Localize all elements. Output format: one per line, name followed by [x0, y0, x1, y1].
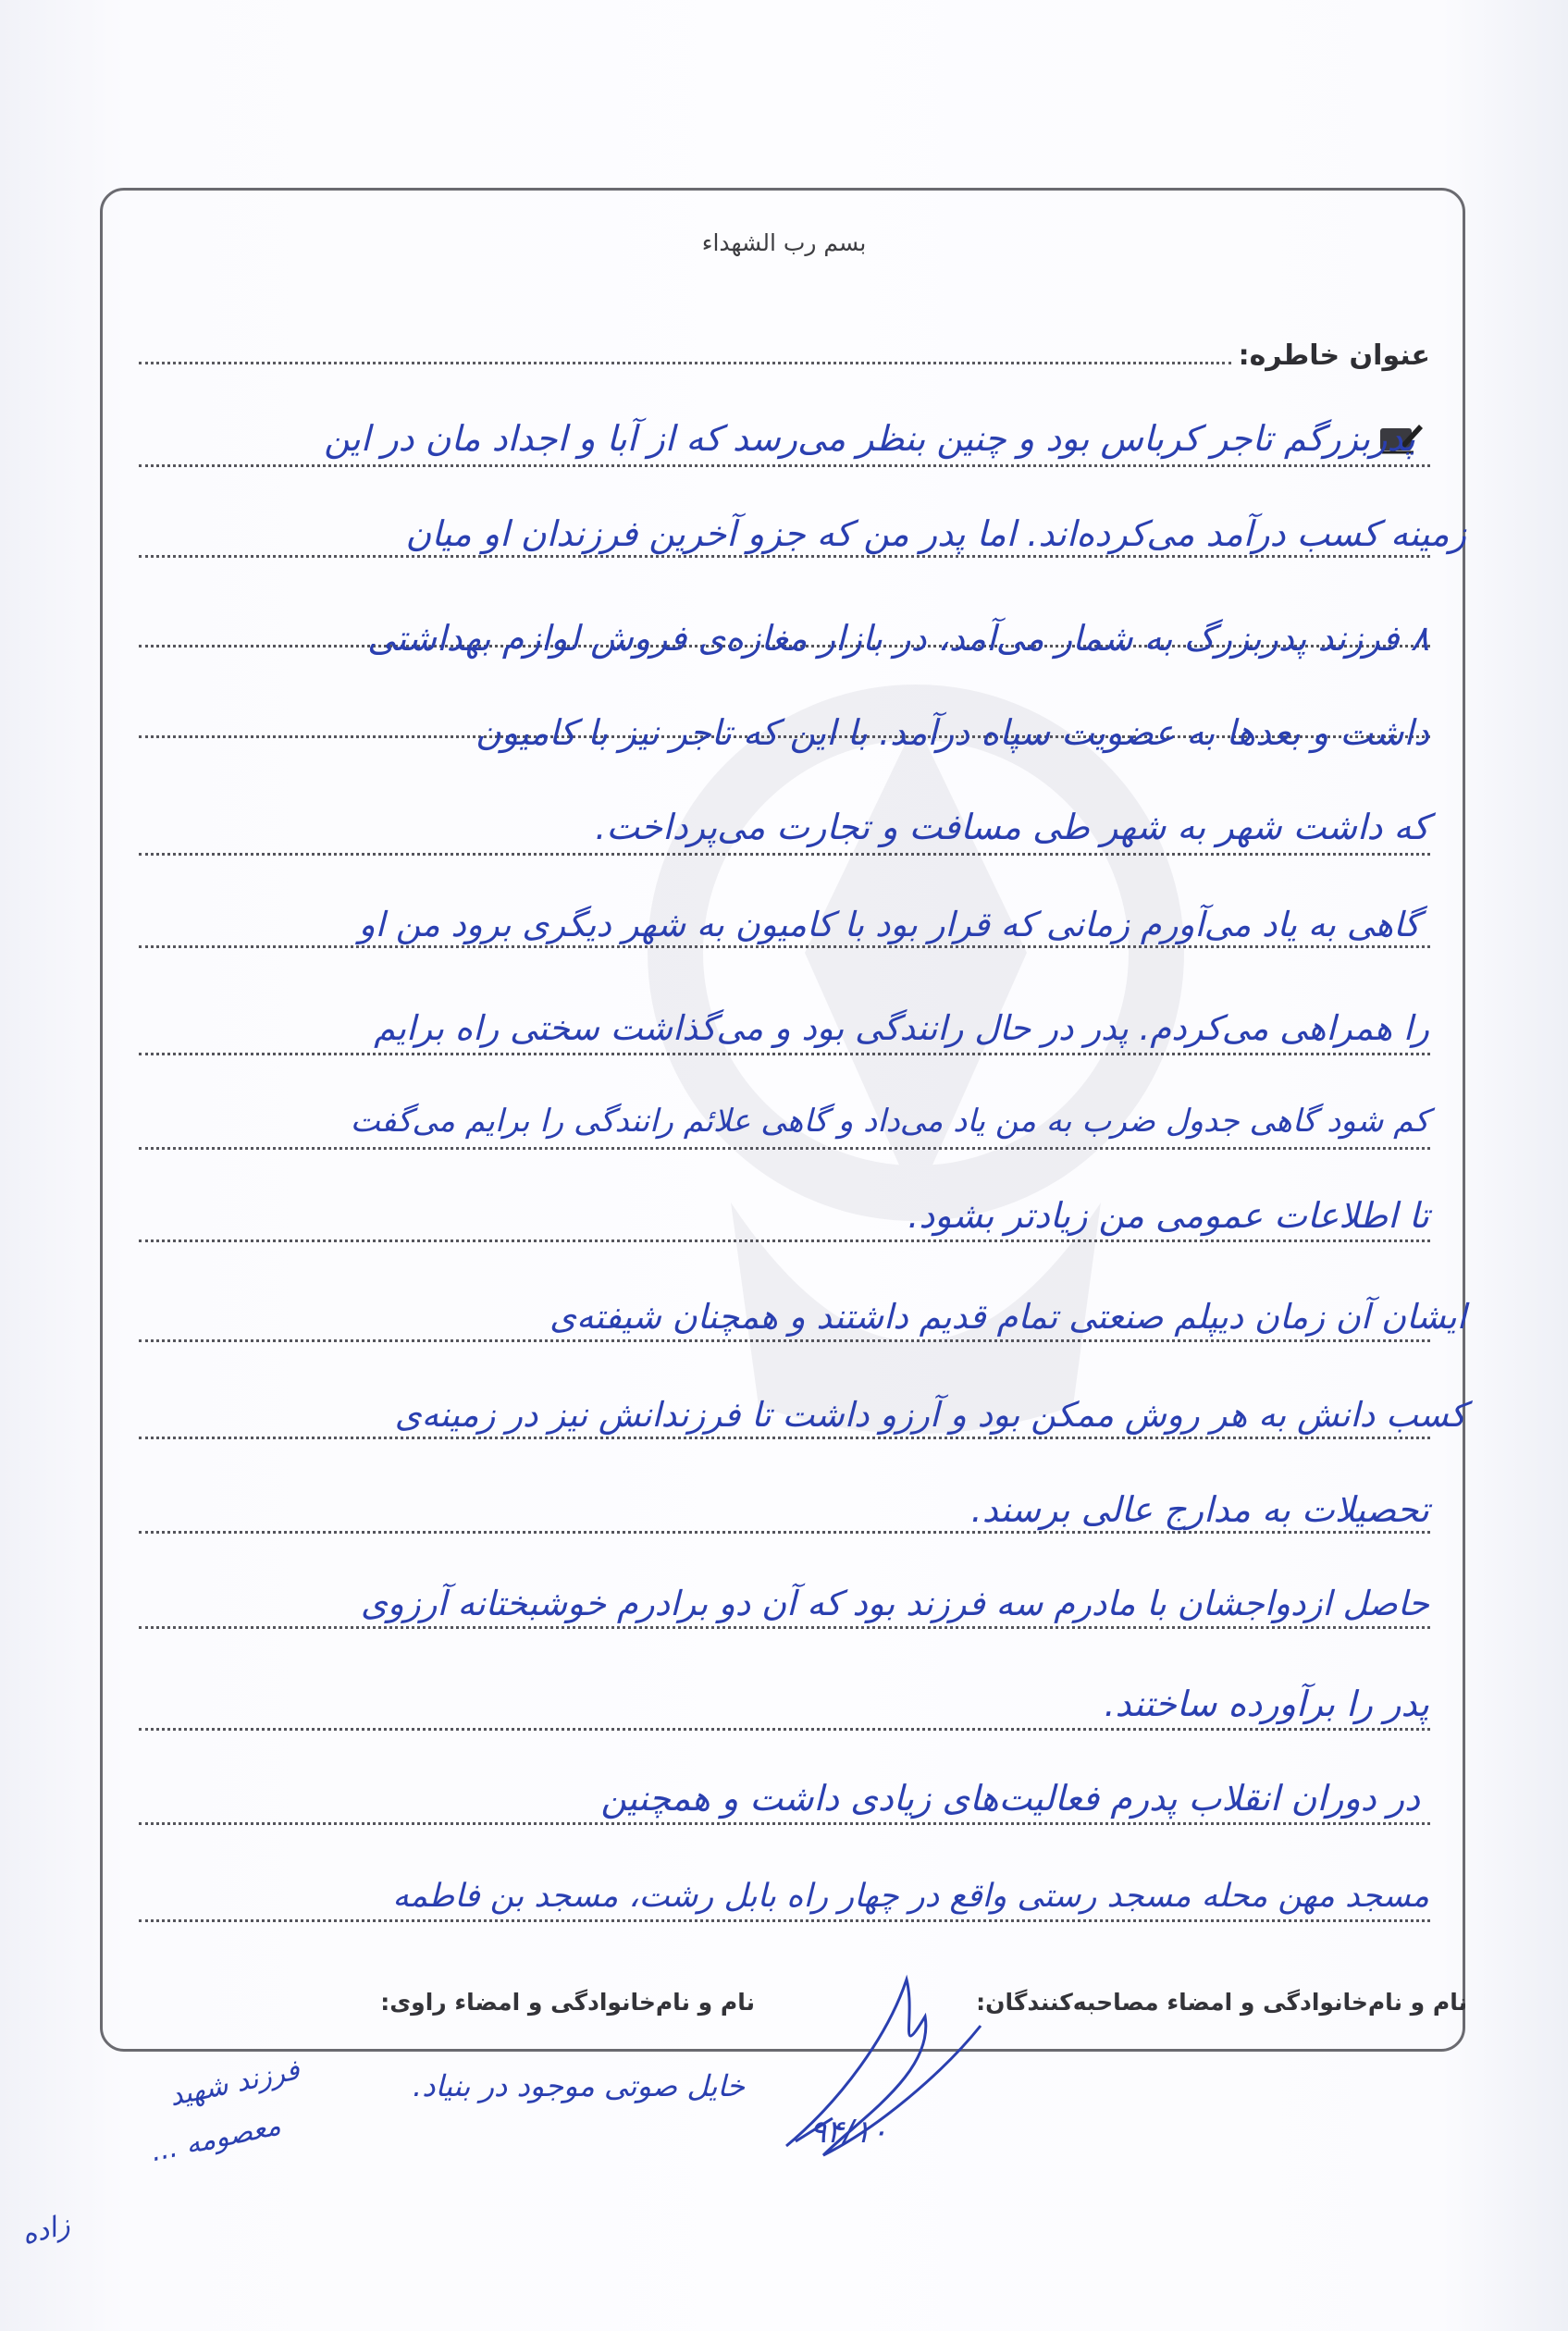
ruled-line: [139, 945, 1430, 948]
ruled-line: [139, 1531, 1430, 1534]
ruled-line: [139, 1240, 1430, 1242]
signature-date: ۹۴/۱۰: [809, 2114, 888, 2151]
handwritten-line: را همراهی می‌کردم. پدر در حال رانندگی بود و می‌گذاشت سختی راه برایم: [374, 1008, 1429, 1048]
page-heading: بسم رب الشهداء: [701, 229, 867, 256]
title-row: [139, 335, 1430, 372]
interviewer-signature-label: نام و نام‌خانوادگی و امضاء مصاحبه‌کنندگان:: [976, 1989, 1467, 2016]
ruled-line: [139, 1822, 1430, 1825]
narrator-note: فرزند شهید: [167, 2054, 302, 2114]
ruled-line: [139, 1147, 1430, 1150]
ruled-line: [139, 555, 1430, 558]
ruled-line: [139, 853, 1430, 856]
handwritten-line: که داشت شهر به شهر طی مسافت و تجارت می‌پرداخت.: [595, 807, 1429, 847]
ruled-line: [139, 1626, 1430, 1629]
ruled-line: [139, 1437, 1430, 1439]
ruled-line: [139, 1728, 1430, 1731]
handwritten-line: گاهی به یاد می‌آورم زمانی که قرار بود با کامیون به شهر دیگری برود من او: [358, 905, 1420, 944]
handwritten-line: مسجد مهن محله مسجد رستی واقع در چهار راه بابل رشت، مسجد بن فاطمه: [392, 1878, 1429, 1915]
handwritten-line: تحصیلات به مدارج عالی برسند.: [970, 1489, 1429, 1530]
title-field-line: [139, 362, 1231, 364]
title-label: عنوان خاطره:: [1238, 339, 1430, 372]
handwritten-line: پدر را برآورده ساختند.: [1104, 1684, 1429, 1724]
handwritten-line: داشت و بعدها به عضویت سپاه درآمد. با این که تاجر نیز با کامیون: [475, 712, 1429, 753]
narrator-note: زاده: [19, 2208, 73, 2251]
handwritten-line: کم شود گاهی جدول ضرب به من یاد می‌داد و گاهی علائم رانندگی را برایم می‌گفت: [350, 1103, 1429, 1140]
narrator-signature-label: نام و نام‌خانوادگی و امضاء راوی:: [380, 1989, 755, 2016]
handwritten-line: ایشان آن زمان دیپلم صنعتی تمام قدیم داشتند و همچنان شیفته‌ی: [549, 1297, 1466, 1337]
handwritten-line: تا اطلاعات عمومی من زیادتر بشود.: [907, 1195, 1429, 1236]
handwritten-line: زمینه کسب درآمد می‌کرده‌اند. اما پدر من که جزو آخرین فرزندان او میان: [405, 513, 1466, 554]
handwritten-line: حاصل ازدواجشان با مادرم سه فرزند بود که آن دو برادرم خوشبختانه آرزوی: [360, 1584, 1429, 1623]
ruled-line: [139, 1053, 1430, 1055]
handwritten-line: کسب دانش به هر روش ممکن بود و آرزو داشت تا فرزندانش نیز در زمینه‌ی: [394, 1395, 1466, 1435]
ruled-line: [139, 1919, 1430, 1922]
signature-note: خایل صوتی موجود در بنیاد.: [413, 2068, 745, 2103]
ruled-line: [139, 464, 1430, 467]
handwritten-line: ۸ فرزند پدربزرگ به شمار می‌آمد، در بازار مغازه‌ی فروش لوازم بهداشتی: [367, 618, 1429, 659]
handwritten-line: در دوران انقلاب پدرم فعالیت‌های زیادی داشت و همچنین: [600, 1778, 1420, 1819]
narrator-note: معصومه ...: [148, 2109, 284, 2169]
handwritten-line: پدربزرگم تاجر کرباس بود و چنین بنظر می‌رسد که از آبا و اجداد مان در این: [324, 418, 1415, 459]
ruled-line: [139, 1339, 1430, 1342]
